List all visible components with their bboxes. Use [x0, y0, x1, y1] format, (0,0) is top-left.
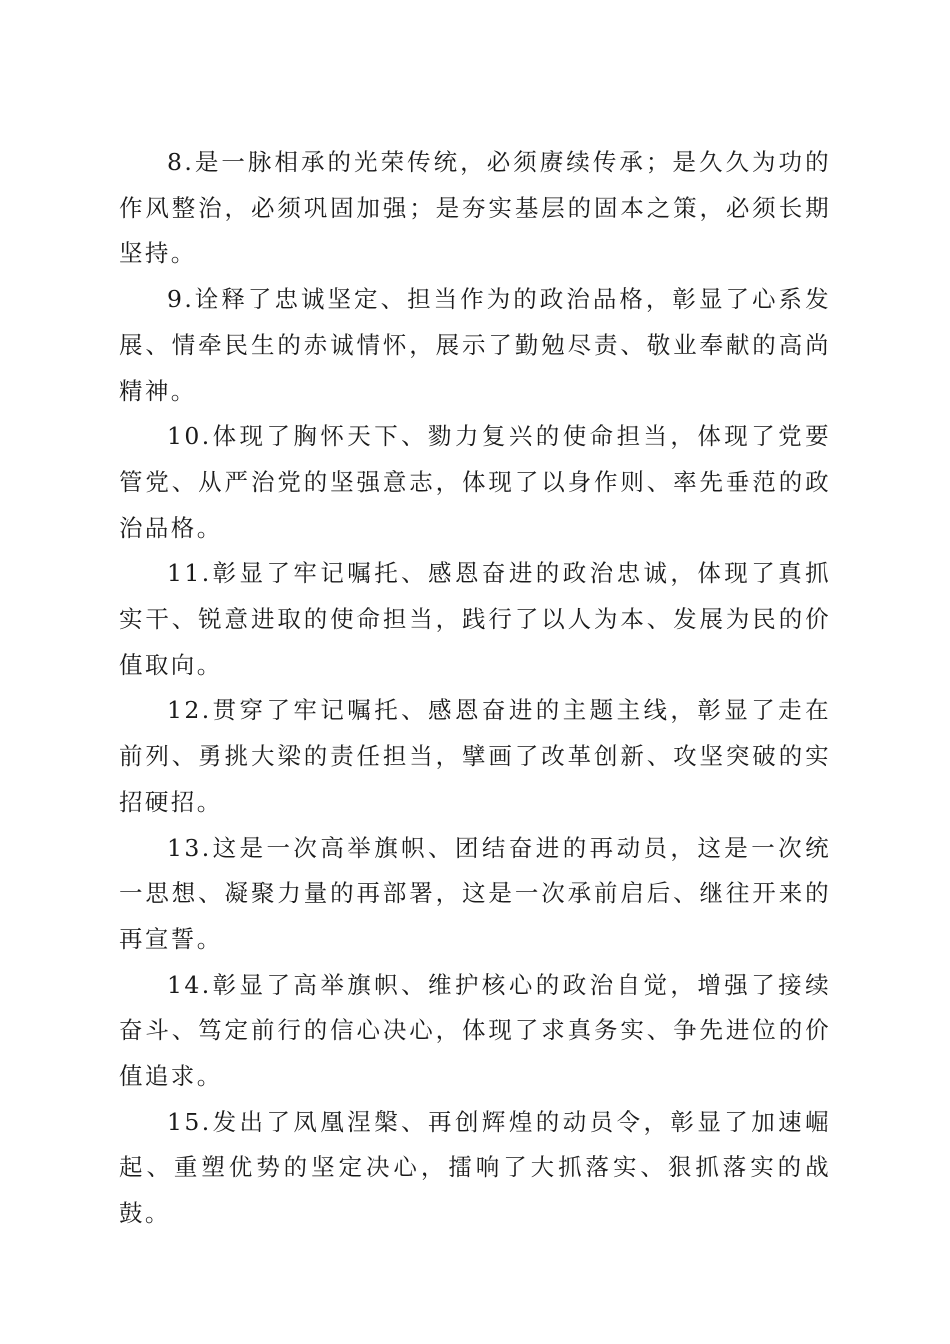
paragraph-8: 8.是一脉相承的光荣传统，必须赓续传承；是久久为功的作风整治，必须巩固加强；是夯实基层的固本之策，必须长期坚持。	[119, 148, 831, 268]
document-body	[119, 140, 831, 1237]
paragraph-11: 11.彰显了牢记嘱托、感恩奋进的政治忠诚，体现了真抓实干、锐意进取的使命担当，践行了以人为本、发展为民的价值取向。	[119, 559, 831, 679]
paragraph-13: 13.这是一次高举旗帜、团结奋进的再动员，这是一次统一思想、凝聚力量的再部署，这是一次承前启后、继往开来的再宣誓。	[119, 833, 831, 953]
paragraph-10: 10.体现了胸怀天下、勠力复兴的使命担当，体现了党要管党、从严治党的坚强意志，体现了以身作则、率先垂范的政治品格。	[119, 422, 831, 542]
paragraph-14: 14.彰显了高举旗帜、维护核心的政治自觉，增强了接续奋斗、笃定前行的信心决心，体现了求真务实、争先进位的价值追求。	[119, 970, 831, 1091]
paragraph-15: 15.发出了凤凰涅槃、再创辉煌的动员令，彰显了加速崛起、重塑优势的坚定决心，擂响了大抓落实、狠抓落实的战鼓。	[119, 1107, 831, 1228]
paragraph-12: 12.贯穿了牢记嘱托、感恩奋进的主题主线，彰显了走在前列、勇挑大梁的责任担当，擘画了改革创新、攻坚突破的实招硬招。	[119, 696, 831, 816]
paragraph-9: 9.诠释了忠诚坚定、担当作为的政治品格，彰显了心系发展、情牵民生的赤诚情怀，展示了勤勉尽责、敬业奉献的高尚精神。	[119, 285, 831, 405]
